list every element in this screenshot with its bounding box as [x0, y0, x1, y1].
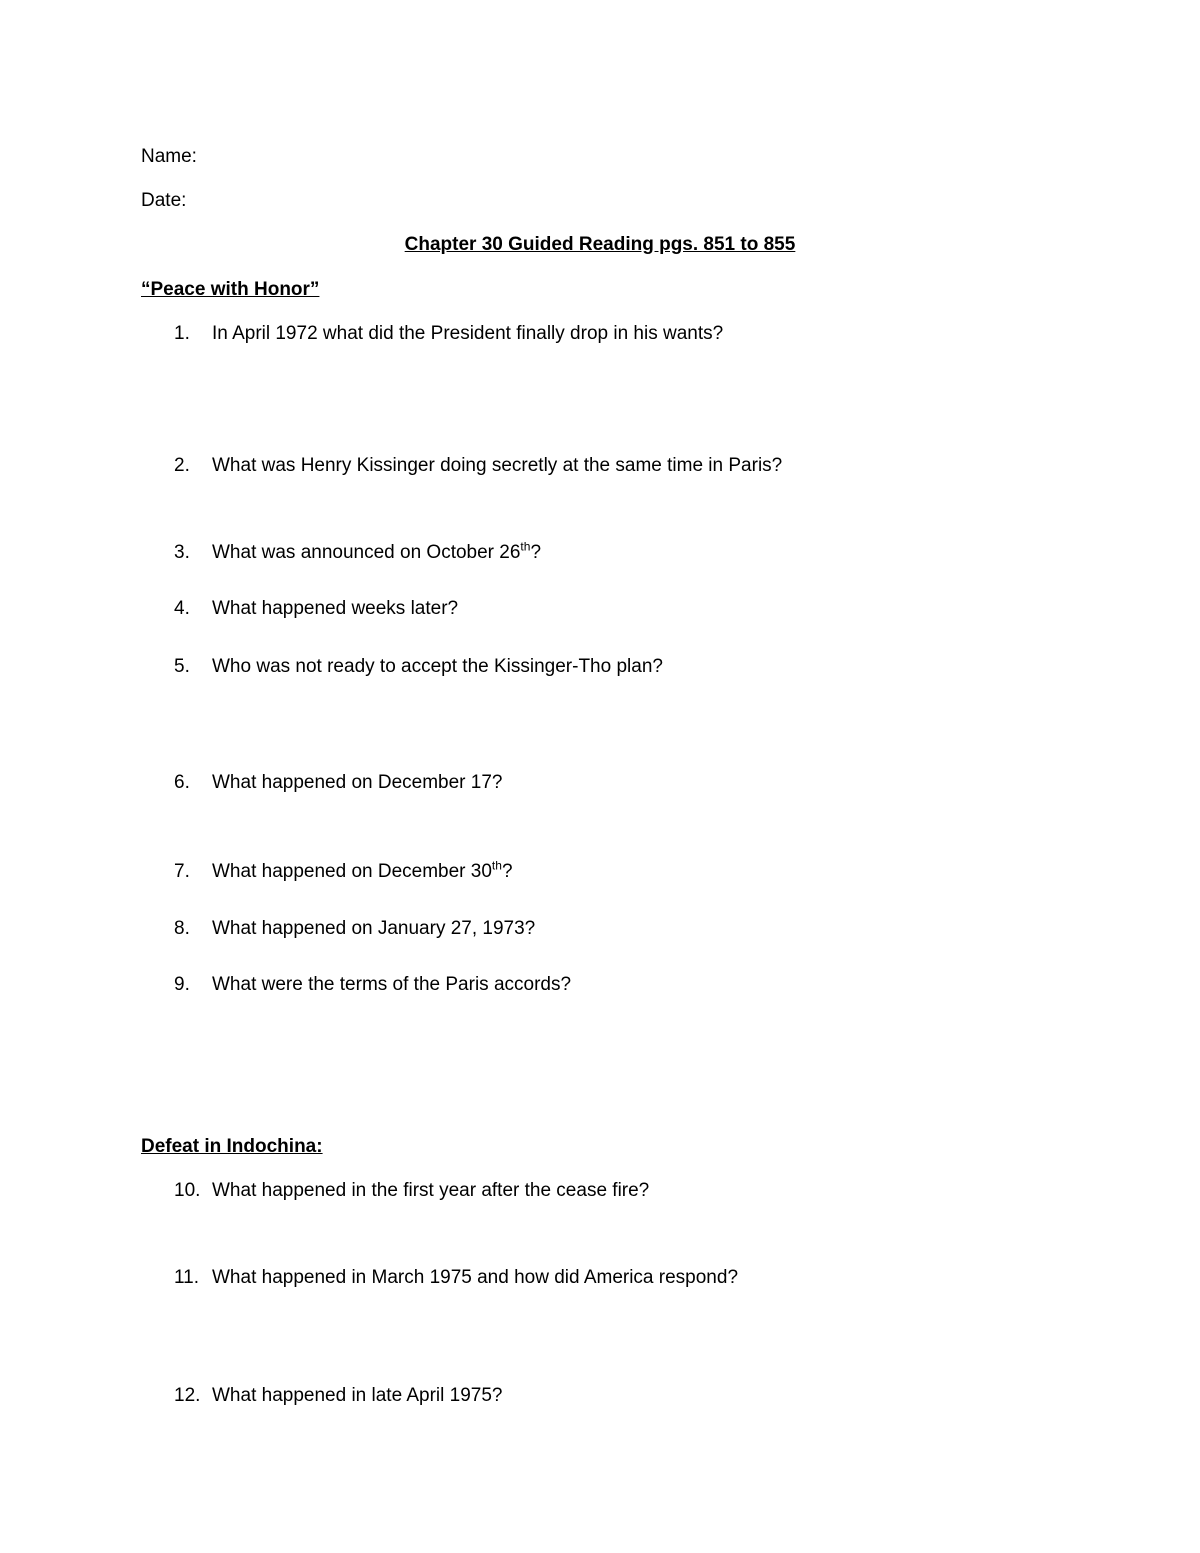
question-number: 5.	[174, 656, 190, 677]
question-5	[174, 655, 663, 679]
question-text: What happened in late April 1975?	[212, 1385, 503, 1406]
name-label: Name:	[141, 146, 197, 167]
question-3	[174, 541, 541, 565]
question-number: 12.	[174, 1385, 201, 1406]
question-number: 11.	[174, 1267, 200, 1288]
ordinal-suffix: th	[491, 858, 502, 873]
question-text: What happened on December 30	[212, 861, 492, 882]
question-number: 7.	[174, 861, 190, 882]
section-heading-defeat-in-indochina: Defeat in Indochina:	[141, 1136, 323, 1157]
question-end: ?	[501, 861, 513, 882]
section-heading-peace-with-honor: “Peace with Honor”	[141, 279, 320, 300]
question-text: What was Henry Kissinger doing secretly at the same time in Paris?	[212, 455, 783, 476]
question-number: 10.	[174, 1180, 201, 1201]
ordinal-suffix: th	[520, 539, 531, 554]
question-7	[174, 860, 513, 884]
question-number: 2.	[174, 455, 190, 476]
question-10	[174, 1179, 649, 1203]
question-text: What were the terms of the Paris accords?	[212, 974, 572, 995]
question-text: What happened in the first year after the cease fire?	[212, 1180, 650, 1201]
question-12	[174, 1384, 503, 1408]
question-text: What happened weeks later?	[212, 598, 459, 619]
question-4	[174, 597, 458, 621]
question-end: ?	[530, 542, 542, 563]
question-9	[174, 973, 571, 997]
page-title: Chapter 30 Guided Reading pgs. 851 to 855	[404, 234, 796, 255]
question-number: 3.	[174, 542, 190, 563]
date-label: Date:	[141, 190, 187, 211]
question-1	[174, 322, 723, 346]
question-text: In April 1972 what did the President finally drop in his wants?	[212, 323, 724, 344]
question-text: What was announced on October 26	[212, 542, 521, 563]
question-number: 1.	[174, 323, 190, 344]
question-text: What happened on January 27, 1973?	[212, 918, 536, 939]
question-number: 6.	[174, 772, 190, 793]
question-number: 9.	[174, 974, 190, 995]
question-2	[174, 454, 782, 478]
question-text: What happened on December 17?	[212, 772, 503, 793]
question-11	[174, 1266, 738, 1290]
question-text: What happened in March 1975 and how did America respond?	[212, 1267, 739, 1288]
question-6	[174, 771, 502, 795]
question-number: 8.	[174, 918, 190, 939]
question-text: Who was not ready to accept the Kissinger-Tho plan?	[212, 656, 663, 677]
question-8	[174, 917, 535, 941]
question-number: 4.	[174, 598, 190, 619]
